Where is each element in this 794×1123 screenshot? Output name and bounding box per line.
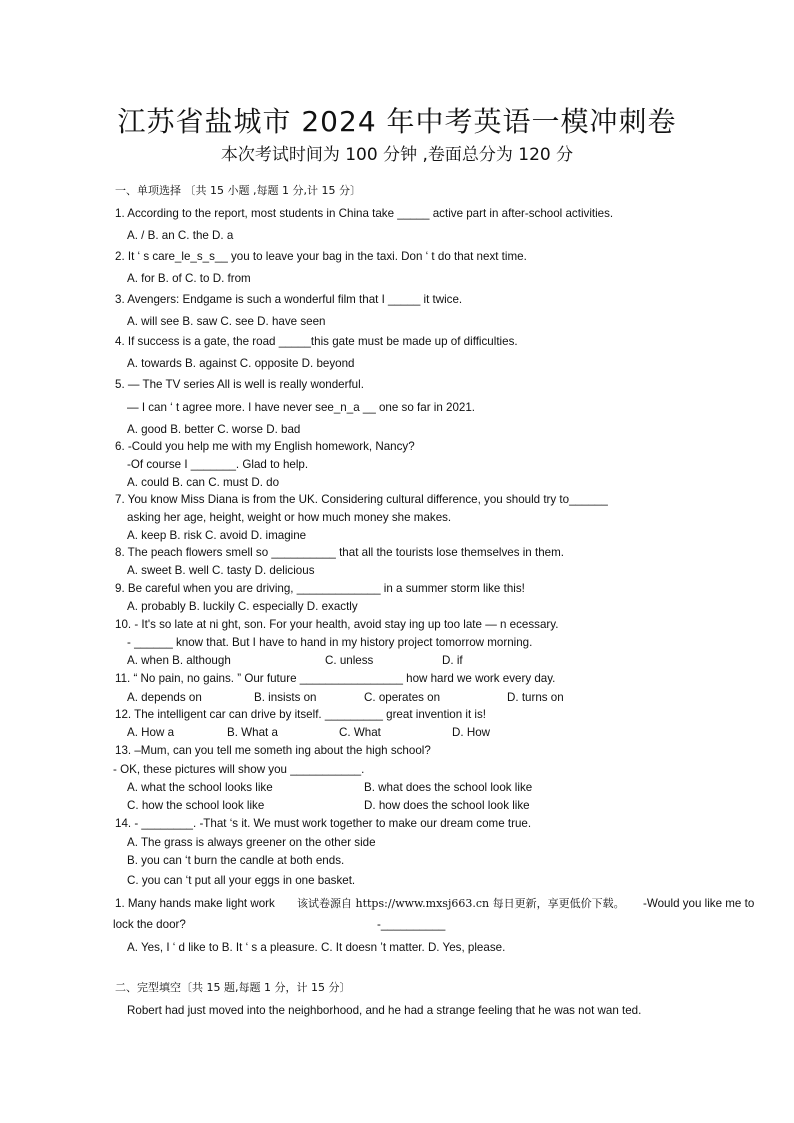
options-1: A. / B. an C. the D. a (127, 229, 234, 242)
options-7: A. keep B. risk C. avoid D. imagine (127, 529, 307, 542)
question-7-cont: asking her age, height, weight or how much money she makes. (127, 511, 452, 524)
question-8: 8. The peach flowers smell so __________ that all the tourists lose themselves in them. (115, 546, 564, 559)
options-10-ab: A. when B. although (127, 654, 231, 667)
question-10: 10. - It's so late at ni ght, son. For your health, avoid stay ing up too late — n ecessary. (115, 618, 559, 631)
options-5: A. good B. better C. worse D. bad (127, 423, 301, 436)
options-12-c: C. What (339, 726, 381, 739)
options-11-c: C. operates on (364, 691, 441, 704)
question-12: 12. The intelligent car can drive by itself. _________ great invention it is! (115, 708, 487, 721)
question-5-reply: — I can ‘ t agree more. I have never see_n_a __ one so far in 2021. (127, 401, 476, 414)
options-8: A. sweet B. well C. tasty D. delicious (127, 564, 315, 577)
options-12-a: A. How a (127, 726, 175, 739)
options-14-c: C. you can ‘t put all your eggs in one basket. (127, 874, 356, 887)
question-11: 11. “ No pain, no gains. ” Our future ________________ how hard we work every day. (115, 672, 556, 685)
options-9: A. probably B. luckily C. especially D. exactly (127, 600, 358, 613)
options-11-d: D. turns on (507, 691, 564, 704)
question-2: 2. It ‘ s care_le_s_s__ you to leave your bag in the taxi. Don ‘ t do that next time. (115, 250, 527, 263)
options-11-a: A. depends on (127, 691, 202, 704)
question-1: 1. According to the report, most students in China take _____ active part in after-school activities. (115, 207, 614, 220)
question-15-cont: -Would you like me to (643, 897, 755, 910)
question-4: 4. If success is a gate, the road _____this gate must be made up of difficulties. (115, 335, 518, 348)
options-3: A. will see B. saw C. see D. have seen (127, 315, 326, 328)
exam-title: 江苏省盐城市 2024 年中考英语一模冲刺卷 (117, 105, 677, 138)
question-3: 3. Avengers: Endgame is such a wonderful film that I _____ it twice. (115, 293, 463, 306)
options-15: A. Yes, I ‘ d like to B. It ‘ s a pleasure. C. It doesn ’t matter. D. Yes, please. (127, 941, 506, 954)
options-14-a: A. The grass is always greener on the other side (127, 836, 376, 849)
question-13-reply: - OK, these pictures will show you ___________. (113, 763, 365, 776)
options-14-b: B. you can ‘t burn the candle at both ends. (127, 854, 345, 867)
question-10-reply: - ______ know that. But I have to hand in my history project tomorrow morning. (127, 636, 533, 649)
options-13-d: D. how does the school look like (364, 799, 530, 812)
question-6-reply: -Of course I _______. Glad to help. (127, 458, 309, 471)
options-6: A. could B. can C. must D. do (127, 476, 280, 489)
question-5: 5. — The TV series All is well is really wonderful. (115, 378, 364, 391)
options-13-a: A. what the school looks like (127, 781, 273, 794)
options-12-b: B. What a (227, 726, 278, 739)
options-10-d: D. if (442, 654, 463, 667)
section2-heading: 二、完型填空〔共 15 题,每题 1 分，计 15 分〕 (115, 981, 351, 994)
question-7: 7. You know Miss Diana is from the UK. Considering cultural difference, you should try to______ (115, 493, 608, 506)
cloze-passage-start: Robert had just moved into the neighborhood, and he had a strange feeling that he was not wan ted. (127, 1004, 642, 1017)
question-14: 14. - ________. -That ‘s it. We must work together to make our dream come true. (115, 817, 532, 830)
options-4: A. towards B. against C. opposite D. beyond (127, 357, 355, 370)
options-10-c: C. unless (325, 654, 374, 667)
question-15: 1. Many hands make light work (115, 897, 275, 910)
options-11-b: B. insists on (254, 691, 317, 704)
options-12-d: D. How (452, 726, 491, 739)
question-6: 6. -Could you help me with my English homework, Nancy? (115, 440, 415, 453)
options-13-b: B. what does the school look like (364, 781, 533, 794)
question-15-line2: lock the door? (113, 918, 186, 931)
watermark-text: 该试卷源自 https://www.mxsj663.cn 每日更新，享更低价下载。 (297, 897, 625, 910)
options-13-c: C. how the school look like (127, 799, 265, 812)
section1-heading: 一、单项选择 〔共 15 小题 ,每题 1 分,计 15 分〕 (115, 184, 361, 197)
question-13: 13. –Mum, can you tell me someth ing about the high school? (115, 744, 431, 757)
question-9: 9. Be careful when you are driving, _____________ in a summer storm like this! (115, 582, 525, 595)
options-2: A. for B. of C. to D. from (127, 272, 251, 285)
question-15-reply: -__________ (377, 918, 446, 931)
exam-subtitle: 本次考试时间为 100 分钟 ,卷面总分为 120 分 (220, 145, 574, 165)
